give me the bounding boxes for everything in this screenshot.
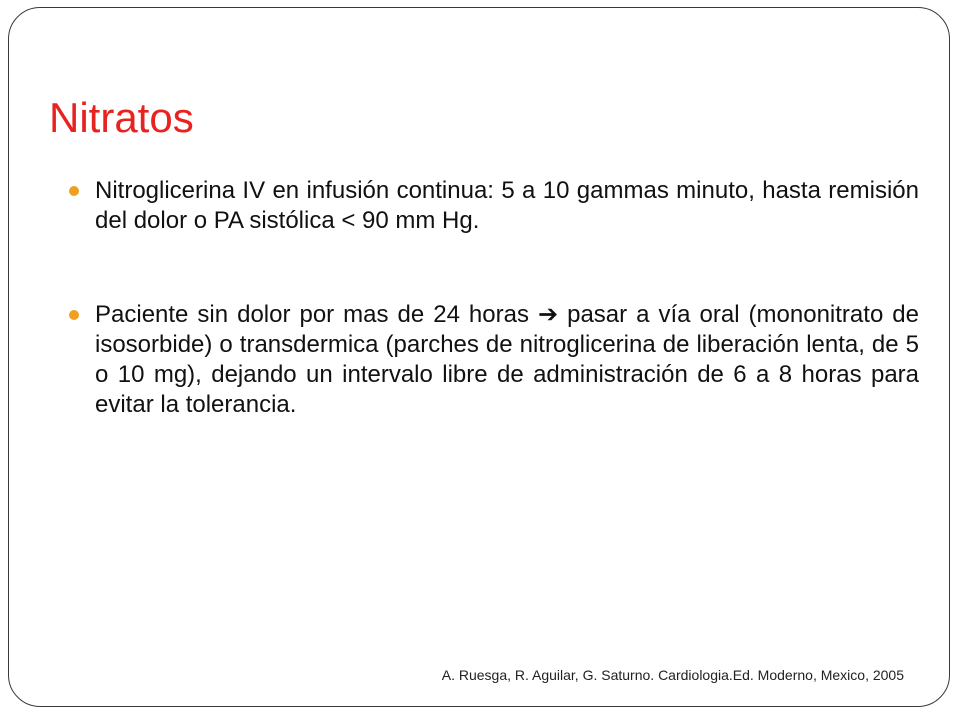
bullet-item-paciente: [69, 300, 919, 420]
bullet-dot-icon: [69, 186, 79, 196]
bullet-list: [69, 176, 919, 420]
bullet-text-after-arrow: pasar a vía oral (mononitrato de isosorbide) o transdermica (parches de nitroglicerina de liberación lenta, de 5 o 10 mg), dejando un intervalo libre de administración de 6 a 8 horas para evitar la tolerancia.: [95, 301, 919, 418]
bullet-item-nitroglicerina: [69, 176, 919, 236]
bullet-text-before-arrow: Paciente sin dolor por mas de 24 horas: [95, 301, 538, 328]
slide-title: Nitratos: [49, 94, 194, 141]
slide-frame: [8, 7, 950, 707]
bullet-dot-icon: [69, 310, 79, 320]
right-arrow-icon: ➔: [537, 301, 559, 328]
bullet-text: Nitroglicerina IV en infusión continua: 5 a 10 gammas minuto, hasta remisión del dolor o PA sistólica < 90 mm Hg.: [95, 177, 919, 234]
citation: A. Ruesga, R. Aguilar, G. Saturno. Cardiologia.Ed. Moderno, Mexico, 2005: [441, 667, 904, 683]
